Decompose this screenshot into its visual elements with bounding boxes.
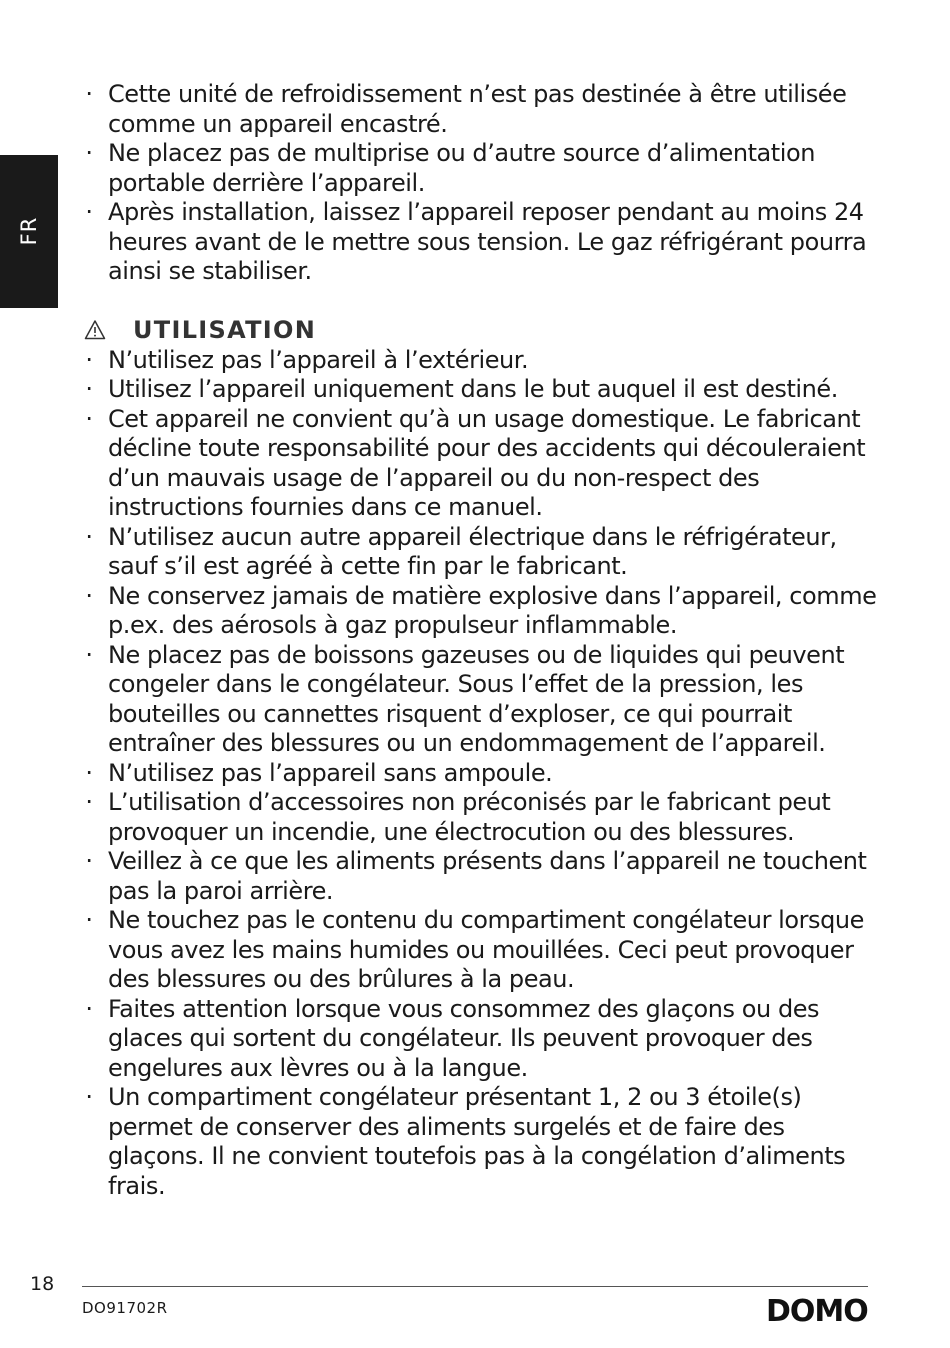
list-item-text: Ne placez pas de multiprise ou d’autre source d’alimentation portable derrière l’appareil. bbox=[108, 139, 815, 197]
list-item: · Faites attention lorsque vous consommez des glaçons ou des glaces qui sortent du congélateur. Ils peuvent provoquer des engelures aux lèvres ou à la langue. bbox=[85, 994, 820, 1082]
list-item: · Veillez à ce que les aliments présents dans l’appareil ne touchent pas la paroi arrière. bbox=[85, 847, 867, 905]
list-item: · Ne touchez pas le contenu du compartiment congélateur lorsque vous avez les mains humides ou mouillées. Ceci peut provoquer des blessures ou des brûlures à la peau. bbox=[85, 906, 864, 993]
list-item-text: N’utilisez aucun autre appareil électrique dans le réfrigérateur, sauf s’il est agréé à cette fin par le fabricant. bbox=[108, 522, 837, 580]
list-item: · L’utilisation d’accessoires non préconisés par le fabricant peut provoquer un incendie, une électrocution ou des blessures. bbox=[85, 788, 831, 846]
language-tab bbox=[0, 155, 58, 308]
section-title: UTILISATION bbox=[133, 315, 317, 344]
section-heading bbox=[82, 314, 882, 346]
intro-list bbox=[82, 80, 882, 287]
list-item-text: Faites attention lorsque vous consommez des glaçons ou des glaces qui sortent du congélateur. Ils peuvent provoquer des engelures aux lèvres ou à la langue. bbox=[108, 994, 820, 1082]
list-item: · Ne placez pas de boissons gazeuses ou de liquides qui peuvent congeler dans le congélateur. Sous l’effet de la pression, les bouteilles ou cannettes risquent d’exploser, ce qui pourrait entraîner des blessures ou un endommagement de l’appareil. bbox=[85, 640, 845, 757]
list-item: · Cette unité de refroidissement n’est pas destinée à être utilisée comme un appareil encastré. bbox=[85, 80, 847, 138]
list-item-text: Un compartiment congélateur présentant 1, 2 ou 3 étoile(s) permet de conserver des aliments surgelés et de faire des glaçons. Il ne convient toutefois pas à la congélation d’aliments frais. bbox=[108, 1083, 846, 1200]
list-item: · Ne conservez jamais de matière explosive dans l’appareil, comme p.ex. des aérosols à gaz propulseur inflammable. bbox=[85, 581, 877, 639]
list-item-text: Ne touchez pas le contenu du compartiment congélateur lorsque vous avez les mains humides ou mouillées. Ceci peut provoquer des blessures ou des brûlures à la peau. bbox=[108, 906, 864, 993]
brand-logo: DOMO bbox=[766, 1294, 868, 1329]
language-tab-label: FR bbox=[17, 216, 41, 246]
list-item-text: Utilisez l’appareil uniquement dans le but auquel il est destiné. bbox=[108, 375, 838, 403]
list-item-text: N’utilisez pas l’appareil sans ampoule. bbox=[108, 758, 553, 787]
list-item-text: Cette unité de refroidissement n’est pas destinée à être utilisée comme un appareil encastré. bbox=[108, 80, 847, 138]
list-item: · Après installation, laissez l’appareil reposer pendant au moins 24 heures avant de le mettre sous tension. Le gaz réfrigérant pourra ainsi se stabiliser. bbox=[85, 198, 867, 285]
list-item-text: Ne conservez jamais de matière explosive dans l’appareil, comme p.ex. des aérosols à gaz propulseur inflammable. bbox=[108, 581, 877, 639]
list-item: · Ne placez pas de multiprise ou d’autre source d’alimentation portable derrière l’appareil. bbox=[85, 139, 815, 197]
model-number: DO91702R bbox=[82, 1299, 168, 1317]
list-item-text: Cet appareil ne convient qu’à un usage domestique. Le fabricant décline toute responsabilité pour des accidents qui découleraient d’un mauvais usage de l’appareil ou du non-respect des instructions fournies dans ce manuel. bbox=[108, 404, 866, 521]
list-item: · Un compartiment congélateur présentant 1, 2 ou 3 étoile(s) permet de conserver des aliments surgelés et de faire des glaçons. Il ne convient toutefois pas à la congélation d’aliments frais. bbox=[85, 1083, 846, 1200]
page-content bbox=[82, 80, 882, 1201]
page-number: 18 bbox=[30, 1273, 55, 1295]
list-item-text: L’utilisation d’accessoires non préconisés par le fabricant peut provoquer un incendie, une électrocution ou des blessures. bbox=[108, 788, 831, 846]
list-item: · Cet appareil ne convient qu’à un usage domestique. Le fabricant décline toute responsabilité pour des accidents qui découleraient d’un mauvais usage de l’appareil ou du non-respect des instructions fournies dans ce manuel. bbox=[85, 404, 866, 521]
list-item: · N’utilisez aucun autre appareil électrique dans le réfrigérateur, sauf s’il est agréé à cette fin par le fabricant. bbox=[85, 522, 837, 580]
list-item-text: Après installation, laissez l’appareil reposer pendant au moins 24 heures avant de le mettre sous tension. Le gaz réfrigérant pourra ainsi se stabiliser. bbox=[108, 198, 867, 285]
list-item: · N’utilisez pas l’appareil à l’extérieur. bbox=[85, 345, 529, 374]
list-item: · N’utilisez pas l’appareil sans ampoule. bbox=[85, 758, 553, 787]
usage-list bbox=[82, 346, 882, 1202]
list-item-text: Veillez à ce que les aliments présents dans l’appareil ne touchent pas la paroi arrière. bbox=[108, 847, 867, 905]
list-item: · Utilisez l’appareil uniquement dans le but auquel il est destiné. bbox=[85, 375, 838, 403]
list-item-text: Ne placez pas de boissons gazeuses ou de liquides qui peuvent congeler dans le congélateur. Sous l’effet de la pression, les bouteilles ou cannettes risquent d’exploser, ce qui pourrait entraîner des blessures ou un endommagement de l’appareil. bbox=[108, 640, 845, 757]
list-item-text: N’utilisez pas l’appareil à l’extérieur. bbox=[108, 345, 529, 374]
warning-triangle-icon bbox=[84, 319, 106, 341]
footer-divider bbox=[82, 1286, 868, 1287]
